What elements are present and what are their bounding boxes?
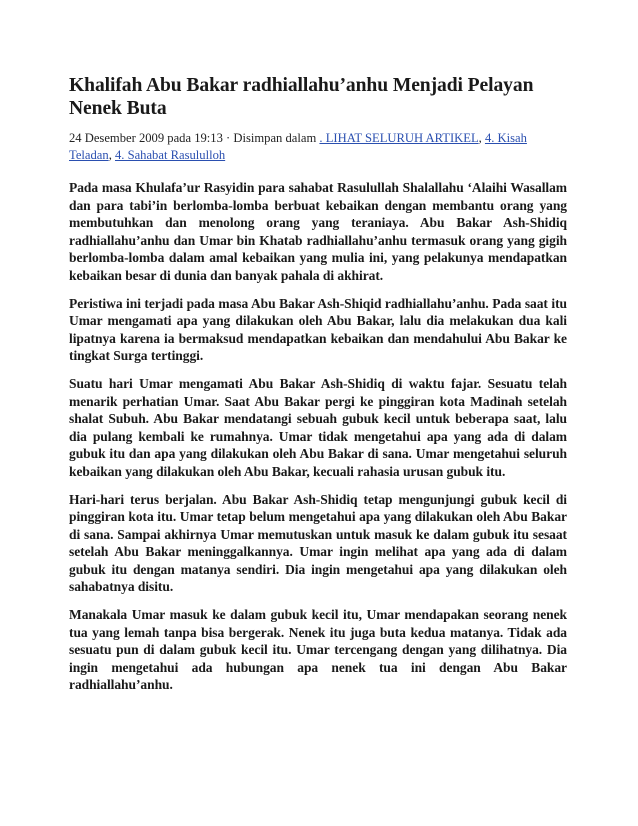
article-paragraph: Pada masa Khulafa’ur Rasyidin para sahabat Rasulullah Shalallahu ‘Alaihi Wasallam dan para tabi’in berlomba-lomba berbuat kebaikan dengan membantu orang yang membutuhkan dan menolong orang yang teraniaya. Abu Bakar Ash-Shidiq radhiallahu’anhu dan Umar bin Khatab radhiallahu’anhu termasuk orang yang gigih berlomba-lomba dalam amal kebaikan yang mulia ini, yang pelakunya mendapatkan kebaikan besar di dunia dan banyak pahala di akhirat. <box>69 180 567 283</box>
article-paragraph: Manakala Umar masuk ke dalam gubuk kecil itu, Umar mendapakan seorang nenek tua yang lemah tanpa bisa bergerak. Nenek itu juga buta kedua matanya. Tidak ada sesuatu pun di dalam gubuk kecil itu. Umar tercengang dengan yang dilihatnya. Dia ingin mengetahui ada hubungan apa nenek tua ini dengan Abu Bakar radhiallahu’anhu. <box>69 607 567 693</box>
article-paragraph: Hari-hari terus berjalan. Abu Bakar Ash-Shidiq tetap mengunjungi gubuk kecil di pinggiran kota itu. Umar tetap belum mengetahui apa yang dilakukan oleh Abu Bakar di sana. Sampai akhirnya Umar memutuskan untuk masuk ke dalam gubuk itu sesaat setelah Abu Bakar meninggalkannya. Umar ingin melihat apa yang ada di dalam gubuk itu dengan matanya sendiri. Dia ingin mengetahui apa yang dilakukan oleh sahabatnya disitu. <box>69 491 567 595</box>
meta-separator: , <box>108 148 115 162</box>
article-title: Khalifah Abu Bakar radhiallahu’anhu Menjadi Pelayan Nenek Buta <box>69 75 534 119</box>
article-paragraph: Peristiwa ini terjadi pada masa Abu Bakar Ash-Shiqid radhiallahu’anhu. Pada saat itu Umar mengamati apa yang dilakukan oleh Abu Bakar, lalu dia melakukan dua kali lipatnya karena ia bermaksud mendapatkan kebaikan dan mendahului Abu Bakar ke tingkat Surga tertinggi. <box>69 295 567 364</box>
category-link-kisah-teladan[interactable]: 4. Kisah Teladan <box>69 131 527 162</box>
meta-date-prefix: 24 Desember 2009 pada 19:13 · Disimpan dalam <box>69 131 320 145</box>
category-link-lihat-seluruh-artikel[interactable]: . LIHAT SELURUH ARTIKEL <box>319 131 479 145</box>
article-paragraph: Suatu hari Umar mengamati Abu Bakar Ash-Shidiq di waktu fajar. Sesuatu telah menarik perhatian Umar. Saat Abu Bakar pergi ke pinggiran kota Madinah setelah shalat Subuh. Abu Bakar mendatangi sebuah gubuk kecil untuk beberapa saat, lalu dia pulang kembali ke rumahnya. Umar tidak mengetahui apa yang ada di dalam gubuk itu dan apa yang dilakukan oleh Abu Bakar di sana. Umar mengetahui seluruh kebaikan yang dilakukan oleh Abu Bakar, kecuali rahasia urusan gubuk itu. <box>69 375 567 479</box>
meta-separator: , <box>478 131 485 145</box>
article <box>69 74 567 704</box>
category-link-sahabat-rasululloh[interactable]: 4. Sahabat Rasululloh <box>114 148 226 162</box>
article-meta <box>69 130 567 164</box>
